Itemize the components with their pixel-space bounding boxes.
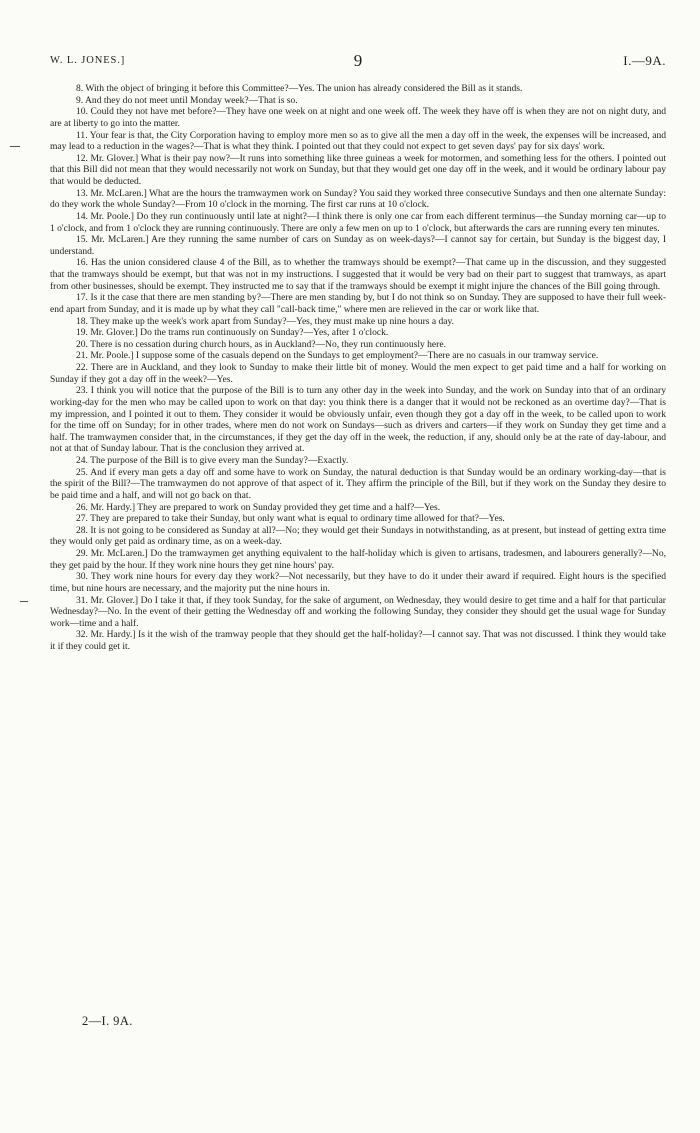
question-paragraph: 32. Mr. Hardy.] Is it the wish of the tramway people that they should get the half-holiday?—I cannot say. That was not discussed. I think they would take it if they could get it.: [50, 629, 666, 652]
question-paragraph: 17. Is it the case that there are men standing by?—There are men standing by, but I do not think so on Sunday. They are supposed to have their full week-end apart from Sunday, and it is made up by what they call "call-back time," where men are relieved in the car or work like that.: [50, 292, 666, 315]
question-paragraph: 20. There is no cessation during church hours, as in Auckland?—No, they run continuously here.: [76, 338, 446, 350]
header-paper-reference: I.—9A.: [623, 53, 666, 68]
question-paragraph: 23. I think you will notice that the purpose of the Bill is to turn any other day in the week into Sunday, and the work on Sunday into that of an ordinary working-day for the men who may be called upon to work on that day: you think there is a danger that it would not be reckoned as an overtime day?—That is my impression, and I pointed it out to them. They consider it would be obviously unfair, even though they got a day off in the week, to be called upon to work for the time off on Sunday; for in other trades, where men do not work on Sundays—such as drivers and carters—if they work on Sunday they get time and a half. The tramwaymen consider that, in the circumstances, if they get the day off in the week, the reduction, if any, should only be at the rate of day-labour, and not at that of Sunday labour. That is the conclusion they arrived at.: [50, 385, 666, 455]
question-paragraph: 29. Mr. McLaren.] Do the tramwaymen get anything equivalent to the half-holiday which is given to artisans, tradesmen, and labourers generally?—No, they get paid by the hour. If they work nine hours they get nine hours' pay.: [50, 548, 666, 571]
question-paragraph: 18. They make up the week's work apart from Sunday?—Yes, they must make up nine hours a day.: [76, 315, 455, 327]
evidence-text: [50, 83, 666, 653]
margin-pencil-mark: [10, 146, 20, 147]
question-paragraph: 15. Mr. McLaren.] Are they running the same number of cars on Sunday as on week-days?—I cannot say for certain, but Sunday is the biggest day, I understand.: [50, 234, 666, 257]
question-paragraph: 11. Your fear is that, the City Corporation having to employ more men so as to give all the men a day off in the week, the expenses will be increased, and may lead to a reduction in the wages?—That is what they think. I pointed out that they could not expect to get seven days' pay for six days' work.: [50, 129, 666, 153]
margin-pencil-mark: [20, 601, 28, 602]
question-paragraph: 30. They work nine hours for every day they work?—Not necessarily, but they have to do it under their award if required. Eight hours is the specified time, but nine hours are necessary, and the majority put the nine hours in.: [50, 571, 666, 594]
question-paragraph: 22. There are in Auckland, and they look to Sunday to make their little bit of money. Would the men expect to get paid time and a half for working on Sunday if they got a day off in the week?—Yes.: [50, 362, 666, 385]
question-paragraph: 31. Mr. Glover.] Do I take it that, if they took Sunday, for the sake of argument, on Wednesday, they would desire to get time and a half for that particular Wednesday?—No. In the event of their getting the Wednesday off and working the following Sunday, they consider they should get the usual wage for Sunday work—time and a half.: [50, 594, 666, 629]
sheet-signature: 2—I. 9A.: [82, 1014, 133, 1028]
question-paragraph: 9. And they do not meet until Monday week?—That is so.: [76, 94, 298, 106]
page-header: [50, 51, 666, 73]
question-paragraph: 10. Could they not have met before?—They have one week on at night and one week off. The week they have off is when they are not on night duty, and are at liberty to go into the matter.: [50, 106, 666, 129]
header-page-number: 9: [353, 51, 363, 70]
question-paragraph: 28. It is not going to be considered as Sunday at all?—No; they would get their Sundays in notwithstanding, as at present, but instead of getting extra time they would only get paid as ordinary time, as on a week-day.: [50, 524, 666, 548]
question-paragraph: 13. Mr. McLaren.] What are the hours the tramwaymen work on Sunday? You said they worked three consecutive Sundays and then one alternate Sunday: do they work the whole Sunday?—From 10 o'clock in the morning. The first car runs at 10 o'clock.: [50, 187, 666, 211]
question-paragraph: 24. The purpose of the Bill is to give every man the Sunday?—Exactly.: [76, 455, 349, 466]
question-paragraph: 14. Mr. Poole.] Do they run continuously until late at night?—I think there is only one car from each different terminus—the Sunday morning car—up to 1 o'clock, and from 1 o'clock they are running continuously. There are only a few men on up to 1 o'clock, but afterwards the cars are running every ten minutes.: [50, 210, 666, 234]
question-paragraph: 21. Mr. Poole.] I suppose some of the casuals depend on the Sundays to get employment?—There are no casuals in our tramway service.: [76, 350, 599, 362]
question-paragraph: 26. Mr. Hardy.] They are prepared to work on Sunday provided they get time and a half?—Yes.: [76, 501, 441, 513]
question-paragraph: 25. And if every man gets a day off and some have to work on Sunday, the natural deduction is that Sunday would be an ordinary working-day—that is the spirit of the Bill?—The tramwaymen do not approve of that aspect of it. They affirm the principle of the Bill, but if they work on the Sunday they desire to be paid time and a half, and will not go back on that.: [50, 466, 666, 501]
question-paragraph: 27. They are prepared to take their Sunday, but only want what is equal to ordinary time allowed for that?—Yes.: [76, 513, 505, 525]
question-paragraph: 8. With the object of bringing it before this Committee?—Yes. The union has already considered the Bill as it stands.: [76, 83, 523, 94]
question-paragraph: 12. Mr. Glover.] What is their pay now?—It runs into something like three guineas a week for motormen, and something less for the others. I pointed out that this Bill did not mean that they would necessarily not work on Sunday, but that they would get one day off in the week, and it would be ordinary labour pay that would be deducted.: [50, 152, 666, 187]
question-paragraph: 16. Has the union considered clause 4 of the Bill, as to whether the tramways should be exempt?—That came up in the discussion, and they suggested that the tramways should be exempt, but that was not in my instructions. I suggested that it would be very bad on their part to suggest that tramways, as apart from other businesses, should be exempt. They instructed me to say that if the tramways should be exempt it might injure the chances of the Bill going through.: [50, 257, 666, 292]
header-witness-name: W. L. JONES.]: [50, 55, 126, 66]
question-paragraph: 19. Mr. Glover.] Do the trams run continuously on Sunday?—Yes, after 1 o'clock.: [76, 327, 389, 339]
